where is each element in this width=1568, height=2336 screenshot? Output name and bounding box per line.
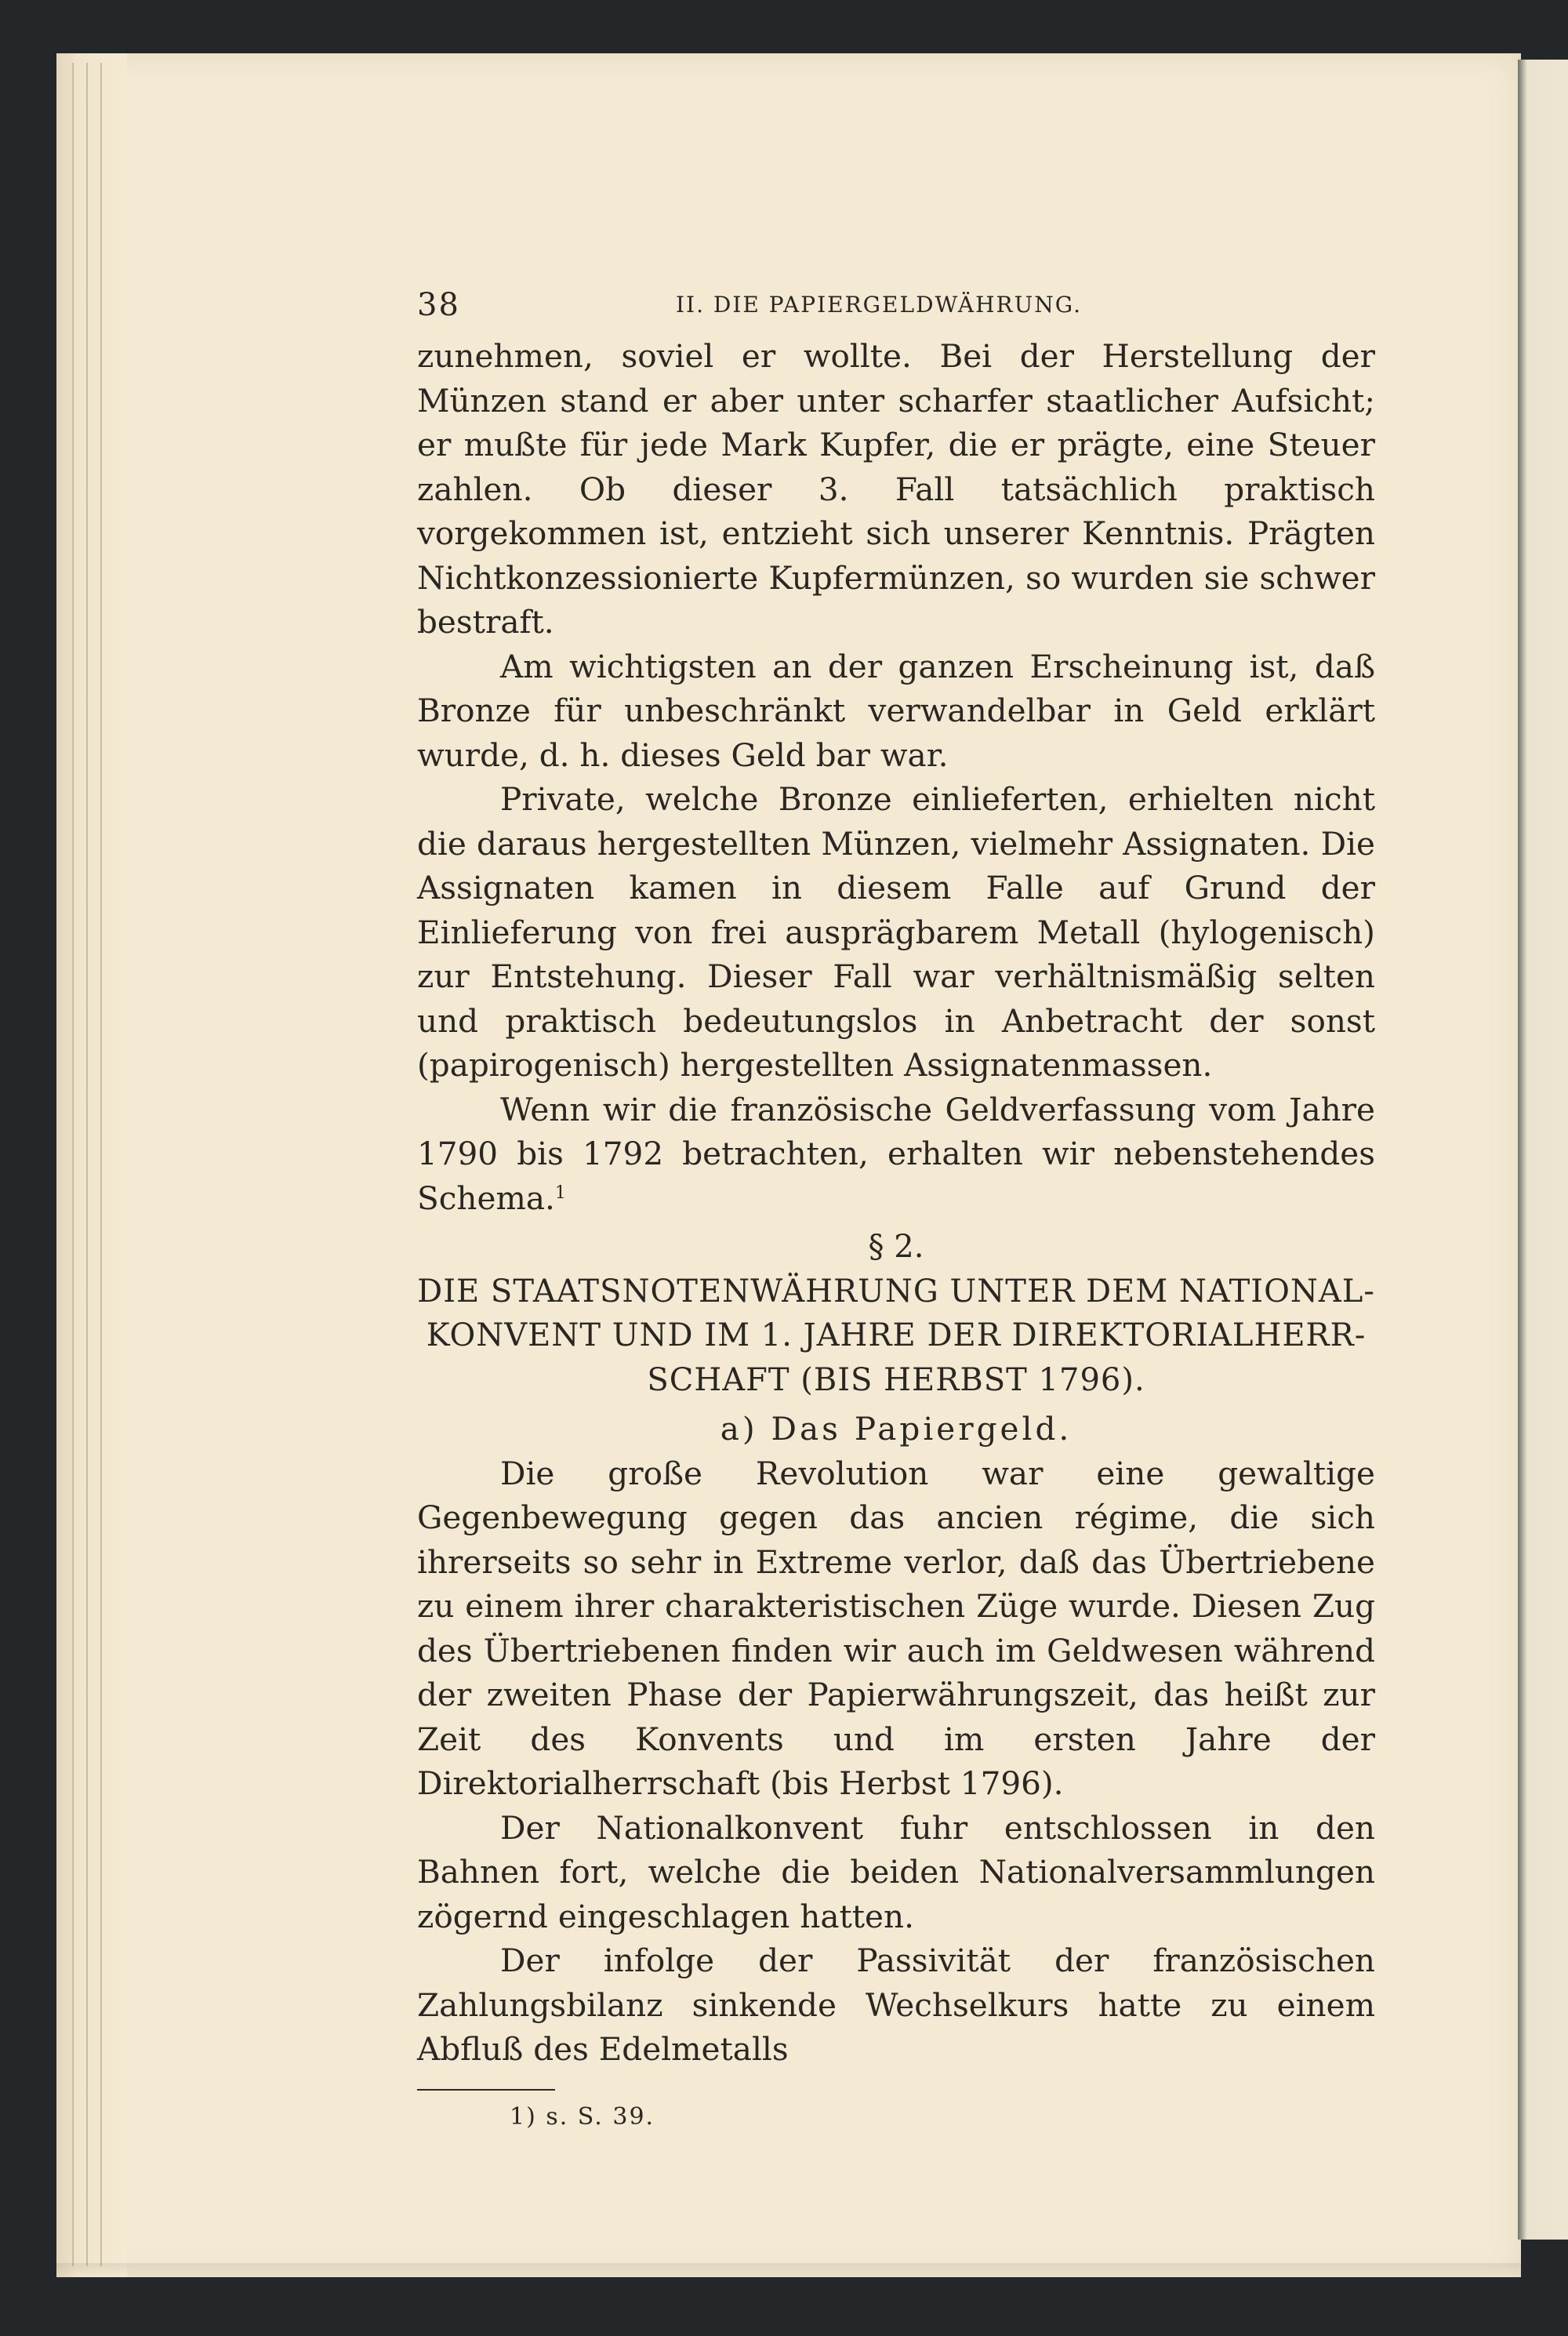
paragraph: Der infolge der Passivität der französischen Zahlungsbilanz sinkende Wechselkurs hatte zu einem Abfluß des Edelmetalls	[417, 1942, 1375, 2068]
body-text	[417, 334, 1375, 2072]
page-gutter	[56, 53, 127, 2277]
page-edge-line	[86, 63, 88, 2266]
section-number: § 2.	[868, 1229, 924, 1265]
page-number: 38	[417, 287, 460, 323]
footnote	[510, 2103, 1375, 2131]
paragraph: Am wichtigsten an der ganzen Erscheinung ist, daß Bronze für unbeschränkt verwandelbar in Geld erklärt wurde, d. h. dieses Geld bar war.	[417, 647, 1375, 774]
paragraph: Die große Revolution war eine gewaltige Gegenbewegung gegen das ancien régime, die sich ihrerseits so sehr in Extreme verlor, daß das Übertriebene zu einem ihrer charakteristischen Züge wurde. Diesen Zug des Übertriebenen finden wir auch im Geldwesen während der zweiten Phase der Papierwährungszeit, das heißt zur Zeit des Konvents und im ersten Jahre der Direktorialherrschaft (bis Herbst 1796).	[417, 1454, 1375, 1802]
section-title-line: SCHAFT (BIS HERBST 1796).	[647, 1361, 1145, 1398]
page-content	[417, 279, 1375, 2131]
section-title-line: DIE STAATSNOTENWÄHRUNG UNTER DEM NATIONAL-	[417, 1273, 1375, 1310]
footnote-rule	[417, 2089, 555, 2091]
footnote-text: s. S. 39.	[546, 2102, 655, 2131]
footnote-marker: 1)	[510, 2102, 537, 2131]
section-title	[417, 1270, 1375, 1403]
page-edge-line	[72, 63, 74, 2266]
paragraph-text: Wenn wir die französische Geldverfassung vom Jahre 1790 bis 1792 betrachten, erhalten wir nebenstehendes Schema.	[417, 1090, 1375, 1217]
subsection-heading: a) Das Papiergeld.	[720, 1410, 1073, 1448]
running-header	[417, 279, 1375, 334]
adjacent-page-edge	[1518, 60, 1568, 2240]
paragraph: Private, welche Bronze einlieferten, erhielten nicht die daraus hergestellten Münzen, vielmehr Assignaten. Die Assignaten kamen in diesem Falle auf Grund der Einlieferung von frei ausprägbarem Metall (hylogenisch) zur Entstehung. Dieser Fall war verhältnismäßig selten und praktisch bedeutungslos in Anbetracht der sonst (papirogenisch) hergestellten Assignatenmassen.	[417, 780, 1375, 1084]
footnote-reference: 1	[554, 1183, 566, 1203]
running-title: II. DIE PAPIERGELDWÄHRUNG.	[676, 292, 1083, 318]
page-bottom-shadow	[56, 2263, 1521, 2277]
paragraph: zunehmen, soviel er wollte. Bei der Herstellung der Münzen stand er aber unter scharfer staatlicher Aufsicht; er mußte für jede Mark Kupfer, die er prägte, eine Steuer zahlen. Ob dieser 3. Fall tatsächlich praktisch vorgekommen ist, entzieht sich unserer Kenntnis. Prägten Nichtkonzessionierte Kupfermünzen, so wurden sie schwer bestraft.	[417, 337, 1375, 641]
paragraph	[417, 1088, 1375, 1221]
section-title-line: KONVENT UND IM 1. JAHRE DER DIREKTORIALHERR-	[426, 1317, 1367, 1353]
page-edge-line	[100, 63, 102, 2266]
paragraph: Der Nationalkonvent fuhr entschlossen in den Bahnen fort, welche die beiden Nationalversammlungen zögernd eingeschlagen hatten.	[417, 1808, 1375, 1935]
